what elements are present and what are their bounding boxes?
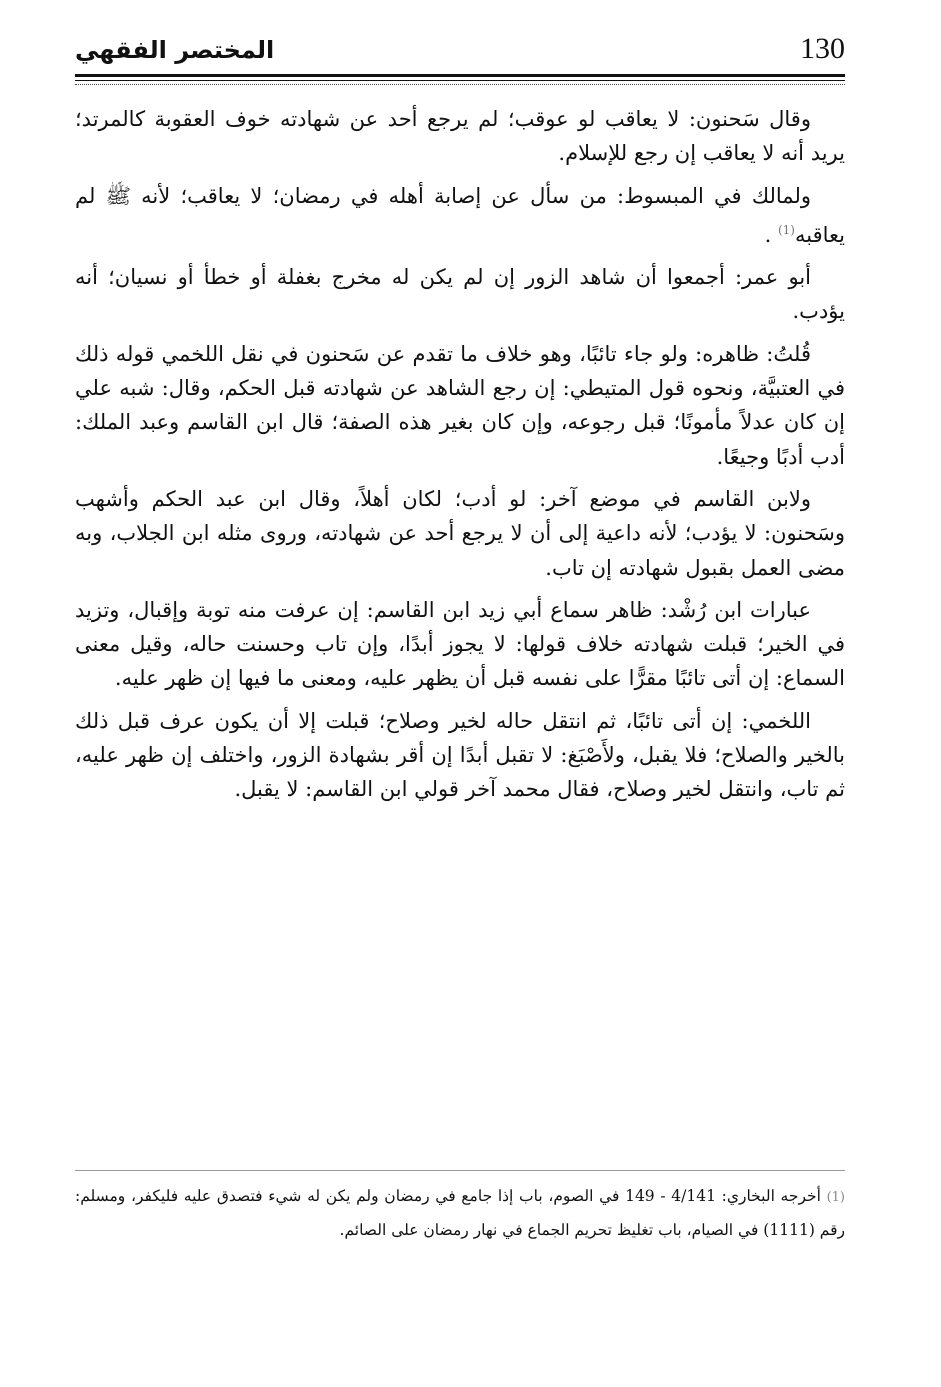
page-number: 130 (800, 32, 845, 65)
header-rule-dotted (75, 84, 845, 85)
paragraph: وقال سَحنون: لا يعاقب لو عوقب؛ لم يرجع أحد عن شهادته خوف العقوبة كالمرتد؛ يريد أنه لا يعاقب إن رجع للإسلام. (75, 107, 845, 166)
paragraph: عبارات ابن رُشْد: ظاهر سماع أبي زيد ابن القاسم: إن عرفت منه توبة وإقبال، وتزيد في الخير؛ قبلت شهادته خلاف قولها: لا يجوز أبدًا، وإن تاب وحسنت حاله، وقيل معنى السماع: إن أتى تائبًا مقرًّا على نفسه قبل أن يظهر عليه، ومعنى ما فيها إن ظهر عليه. (75, 597, 845, 691)
paragraph: قُلتُ: ظاهره: ولو جاء تائبًا، وهو خلاف ما تقدم عن سَحنون في نقل اللخمي قوله ذلك في العتبيَّة، ونحوه قول المتيطي: إن رجع الشاهد عن شهادته قبل الحكم، وقال: شبه علي إن كان عدلاً مأمونًا؛ قبل رجوعه، وإن كان بغير هذه الصفة؛ قال ابن القاسم وعبد الملك: أدب أدبًا وجيعًا. (75, 341, 845, 469)
footnote-number: (1) (826, 1190, 845, 1205)
paragraph: ولمالك في المبسوط: من سأل عن إصابة أهله في رمضان؛ لا يعاقب؛ لأنه ﷺ لم يعاقبه$^{(1)}$ . (75, 183, 845, 247)
paragraph: أبو عمر: أجمعوا أن شاهد الزور إن لم يكن له مخرج بغفلة أو خطأ أو نسيان؛ أنه يؤدب. (75, 265, 845, 324)
paragraph: اللخمي: إن أتى تائبًا، ثم انتقل حاله لخير وصلاح؛ قبلت إلا أن يكون عرف قبل ذلك بالخير والصلاح؛ فلا يقبل، ولأَصْبَغ: لا تقبل أبدًا إن أقر بشهادة الزور، واختلف إن ظهر عليه، ثم تاب، وانتقل لخير وصلاح، فقال محمد آخر قولي ابن القاسم: لا يقبل. (75, 708, 845, 802)
main-text (75, 102, 845, 815)
footnote (75, 1180, 845, 1246)
running-title: المختصر الفقهي (75, 36, 275, 64)
page-header (75, 28, 845, 72)
header-rule-thick (75, 74, 845, 77)
paragraph: ولابن القاسم في موضع آخر: لو أدب؛ لكان أهلاً، وقال ابن عبد الحكم وأشهب وسَحنون: لا يؤدب؛ لأنه داعية إلى أن لا يرجع أحد عن شهادته، وروى مثله ابن الجلاب، وبه مضى العمل بقبول شهادته إن تاب. (75, 486, 845, 580)
header-rule-thin (75, 80, 845, 81)
footnote-reference[interactable]: (1) (777, 222, 795, 237)
footnote-text: أخرجه البخاري: 4/141 - 149 في الصوم، باب إذا جامع في رمضان ولم يكن له شيء فتصدق عليه فليكفر، ومسلم: رقم (1111) في الصيام، باب تغليظ تحريم الجماع في نهار رمضان على الصائم. (75, 1187, 845, 1239)
footnote-separator (75, 1170, 845, 1171)
